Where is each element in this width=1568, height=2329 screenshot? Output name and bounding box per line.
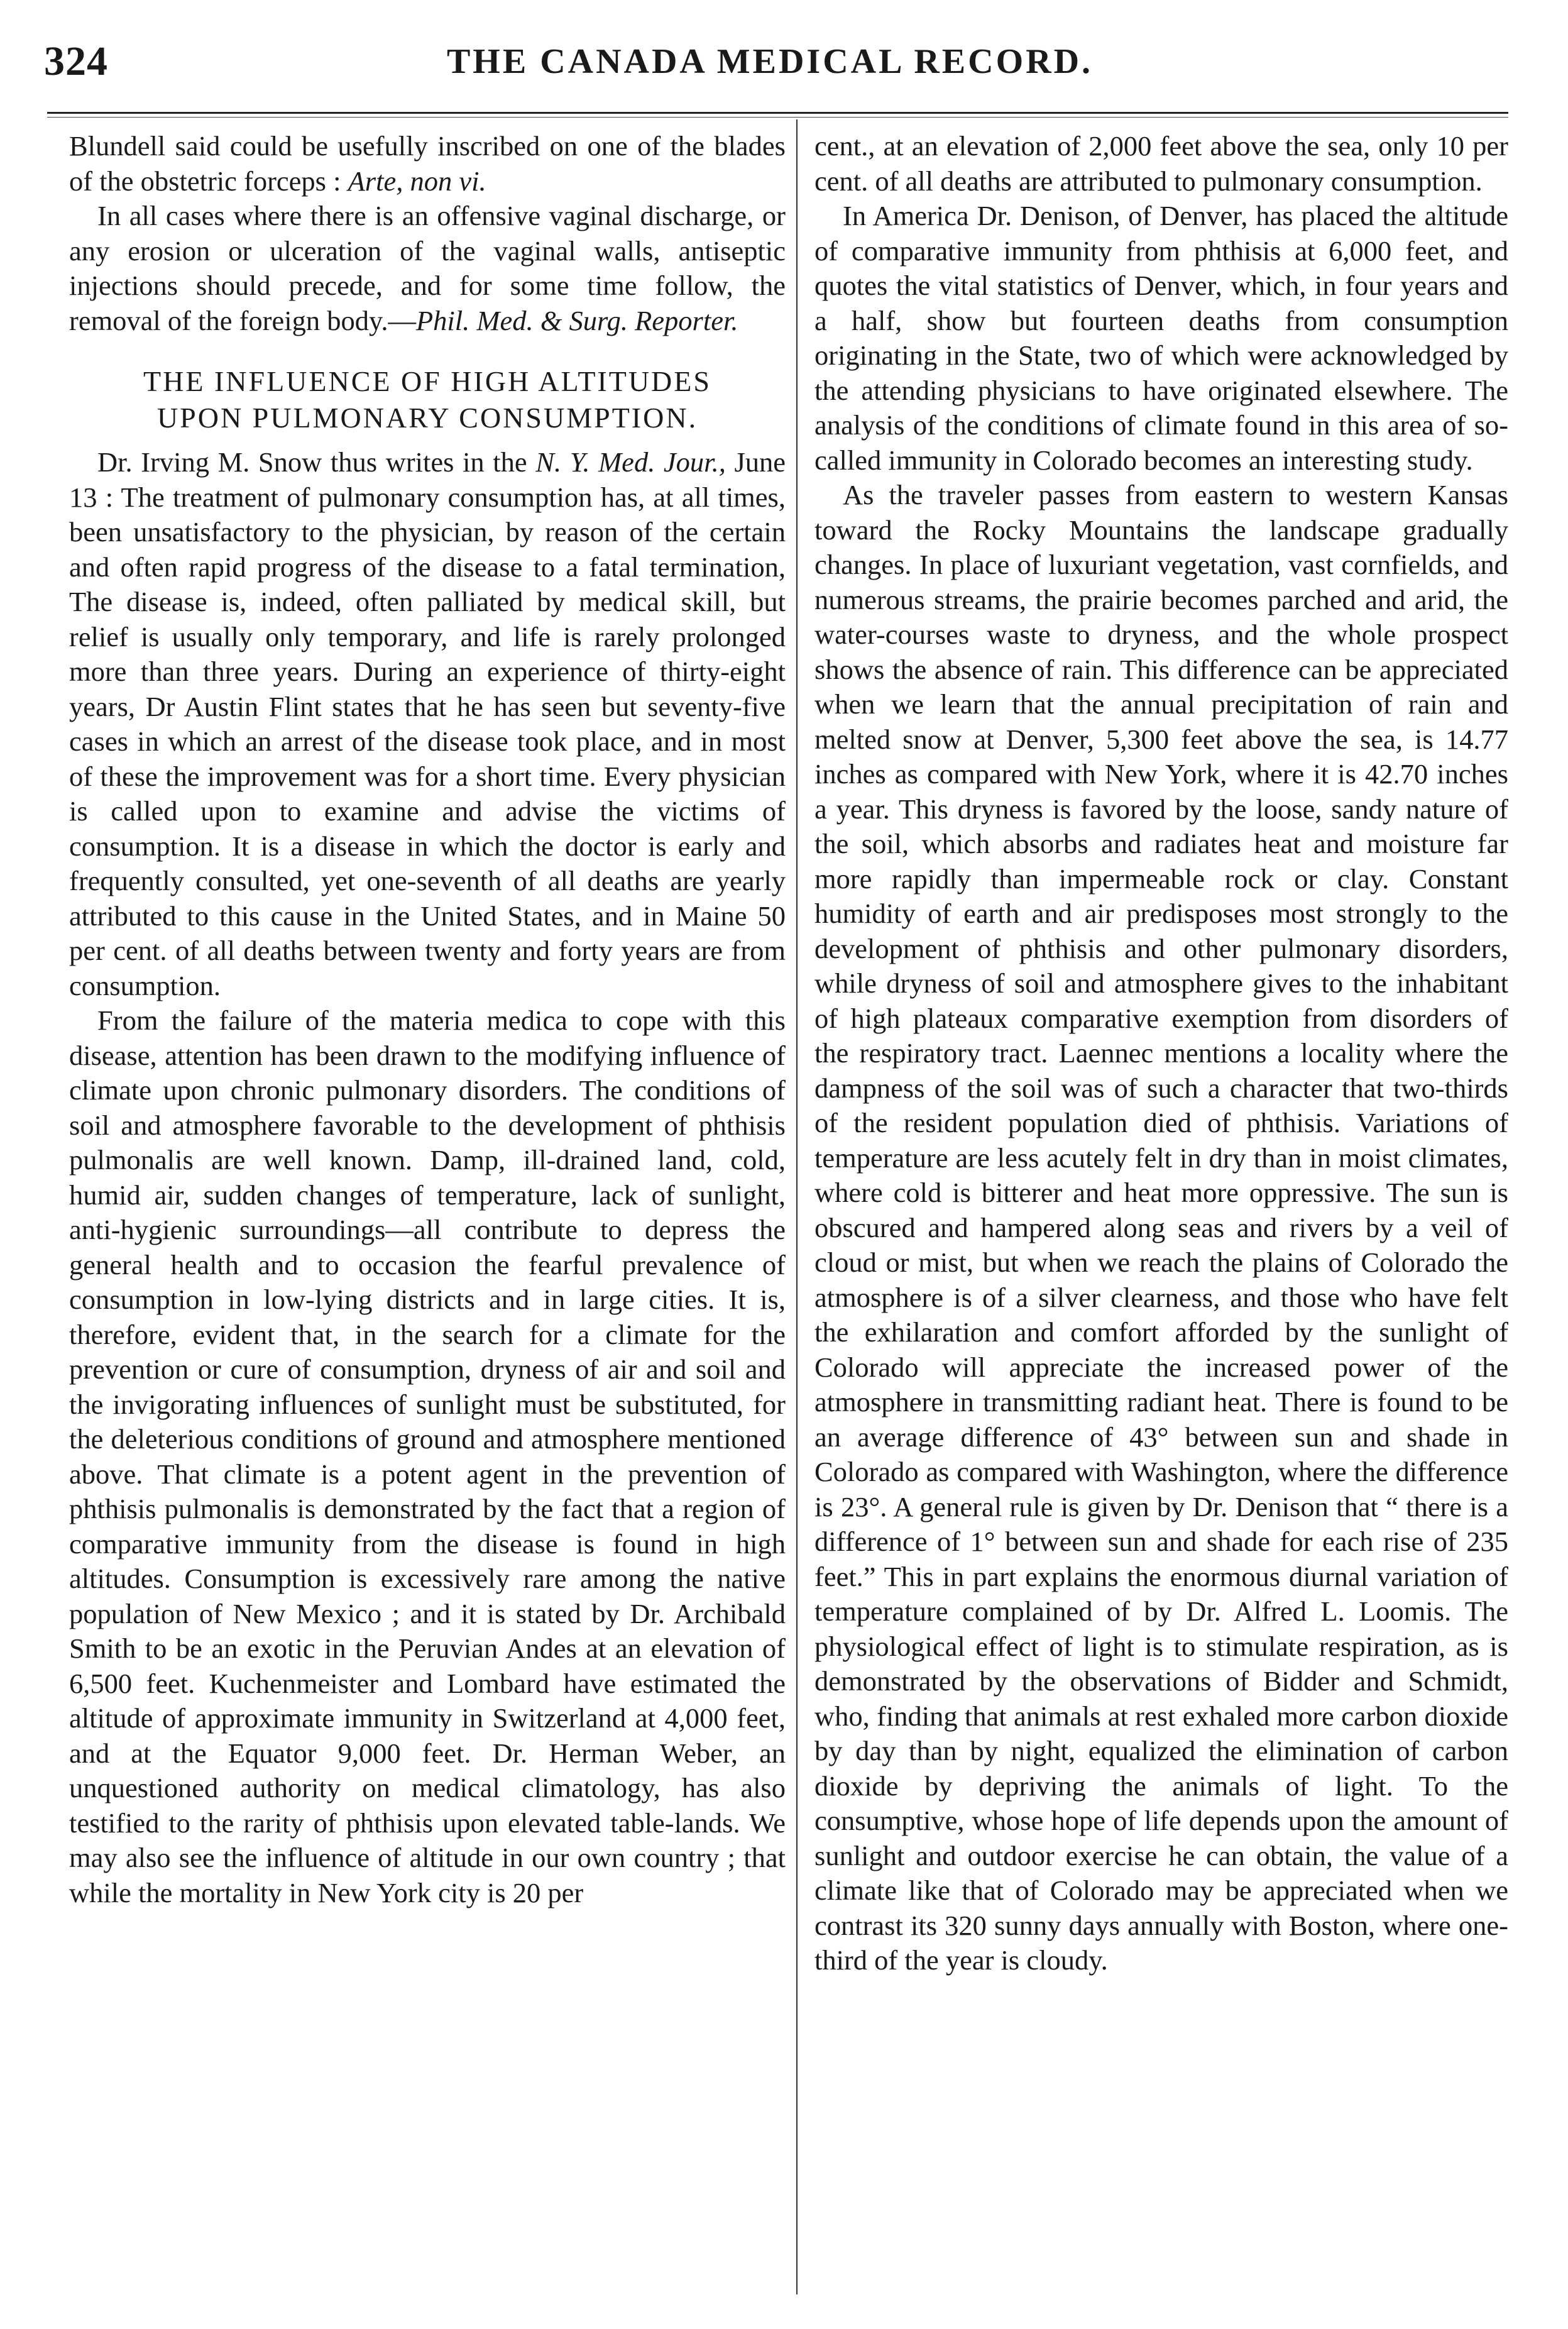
right-column xyxy=(814,129,1508,1978)
article-paragraph-1 xyxy=(69,445,786,1003)
header-rule xyxy=(47,112,1508,114)
continuation-text: Blundell said could be usefully inscribed on one of the blades of the obstetric forceps : xyxy=(69,130,786,197)
p1-journal: N. Y. Med. Jour., xyxy=(535,446,726,478)
page-header xyxy=(38,33,1502,102)
page-number: 324 xyxy=(44,38,108,84)
article-title-line-1: THE INFLUENCE OF HIGH ALTITUDES xyxy=(143,365,711,397)
continuation-right: cent., at an elevation of 2,000 feet above the sea, only 10 per cent. of all deaths are attributed to pulmonary consumption. xyxy=(814,130,1508,197)
antiseptic-text: In all cases where there is an offensive vaginal discharge, or any erosion or ulceration of the vaginal walls, antiseptic injections should precede, and for some time follow, the removal of the foreign body.— xyxy=(69,200,786,336)
p1-body: June 13 : The treatment of pulmonary consumption has, at all times, been unsatisfactory to the physician, by reason of the certain and often rapid progress of the disease to a fatal termination, The disease is, indeed, often palliated by medical skill, but relief is usually only temporary, and life is rarely prolonged more than three years. During an experience of thirty-eight years, Dr Austin Flint states that he has seen but seventy-five cases in which an arrest of the disease took place, and in most of these the improvement was for a short time. Every physician is called upon to examine and advise the victims of consumption. It is a disease in which the doctor is early and frequently consulted, yet one-seventh of all deaths are yearly attributed to this cause in the United States, and in Maine 50 per cent. of all deaths between twenty and forty years are from consumption. xyxy=(69,446,786,1001)
p1-lead: Dr. Irving M. Snow thus writes in the xyxy=(97,446,527,478)
latin-motto: Arte, non vi. xyxy=(348,165,486,197)
article-paragraph-2: From the failure of the materia medica to cope with this disease, attention has been drawn to the modifying influence of climate upon chronic pulmonary disorders. The conditions of soil and atmosphere favorable to the development of phthisis pulmonalis are well known. Damp, ill-drained land, cold, humid air, sudden changes of temperature, lack of sunlight, anti-hygienic surroundings—all contribute to depress the general health and to occasion the fearful prevalence of consumption in low-lying districts and in large cities. It is, therefore, evident that, in the search for a climate for the prevention or cure of consumption, dryness of air and soil and the invigorating influences of sunlight must be substituted, for the deleterious conditions of ground and atmosphere mentioned above. That climate is a potent agent in the prevention of phthisis pulmonalis is demonstrated by the fact that a region of comparative immunity from the disease is found in high altitudes. Consumption is excessively rare among the native population of New Mexico ; and it is stated by Dr. Archibald Smith to be an exotic in the Peruvian Andes at an elevation of 6,500 feet. Kuchenmeister and Lombard have estimated the altitude of approximate immunity in Switzerland at 4,000 feet, and at the Equator 9,000 feet. Dr. Herman Weber, an unquestioned authority on medical climatology, has also testified to the rarity of phthisis upon elevated table-lands. We may also see the influence of altitude in our own country ; that while the mortality in New York city is 20 per xyxy=(69,1005,786,1908)
header-rule-thin xyxy=(47,117,1508,118)
denison-paragraph: In America Dr. Denison, of Denver, has placed the altitude of comparative immunity from phthisis at 6,000 feet, and quotes the vital statistics of Denver, which, in four years and a half, show but fourteen deaths from consumption originating in the State, two of which were acknowledged by the attending physicians to have originated elsewhere. The analysis of the conditions of climate found in this area of so-called immunity in Colorado becomes an interesting study. xyxy=(814,200,1508,476)
running-title: THE CANADA MEDICAL RECORD. xyxy=(446,42,1094,81)
traveler-paragraph: As the traveler passes from eastern to western Kansas toward the Rocky Mountains the landscape gradually changes. In place of luxuriant vegetation, vast cornfields, and numerous streams, the prairie becomes parched and arid, the water-courses waste to dryness, and the whole prospect shows the absence of rain. This difference can be appreciated when we learn that the annual precipitation of rain and melted snow at Denver, 5,300 feet above the sea, is 14.77 inches as compared with New York, where it is 42.70 inches a year. This dryness is favored by the loose, sandy nature of the soil, which absorbs and radiates heat and moisture far more rapidly than impermeable rock or clay. Constant humidity of earth and air predisposes most strongly to the development of phthisis and other pulmonary disorders, while dryness of soil and atmosphere gives to the inhabitant of high plateaux comparative exemption from disorders of the respiratory tract. Laennec mentions a locality where the dampness of the soil was of such a character that two-thirds of the resident population died of phthisis. Variations of temperature are less acutely felt in dry than in moist climates, where cold is bitterer and heat more oppressive. The sun is obscured and hampered along seas and rivers by a veil of cloud or mist, but when we reach the plains of Colorado the atmosphere is of a silver clearness, and those who have felt the exhilaration and comfort afforded by the sunlight of Colorado will appreciate the increased power of the atmosphere in transmitting radiant heat. There is found to be an average difference of 43° between sun and shade in Colorado as compared with Washington, where the difference is 23°. A general rule is given by Dr. Denison that “ there is a difference of 1° between sun and shade for each rise of 235 feet.” This in part explains the enormous diurnal variation of temperature complained of by Dr. Alfred L. Loomis. The physiological effect of light is to stimulate respiration, as is demonstrated by the observations of Bidder and Schmidt, who, finding that animals at rest exhaled more carbon dioxide by day than by night, equalized the elimination of carbon dioxide by depriving the animals of light. To the consumptive, whose hope of life depends upon the amount of sunlight and outdoor exercise he can obtain, the value of a climate like that of Colorado may be appreciated when we contrast its 320 sunny days annually with Boston, where one-third of the year is cloudy. xyxy=(814,479,1508,1976)
left-column xyxy=(69,129,786,1910)
continuation-paragraph xyxy=(69,129,786,199)
antiseptic-paragraph xyxy=(69,199,786,338)
source-citation: Phil. Med. & Surg. Reporter. xyxy=(415,304,738,336)
article-title-line-2: UPON PULMONARY CONSUMPTION. xyxy=(156,402,698,434)
column-divider xyxy=(796,119,798,2294)
article-title xyxy=(69,363,786,436)
